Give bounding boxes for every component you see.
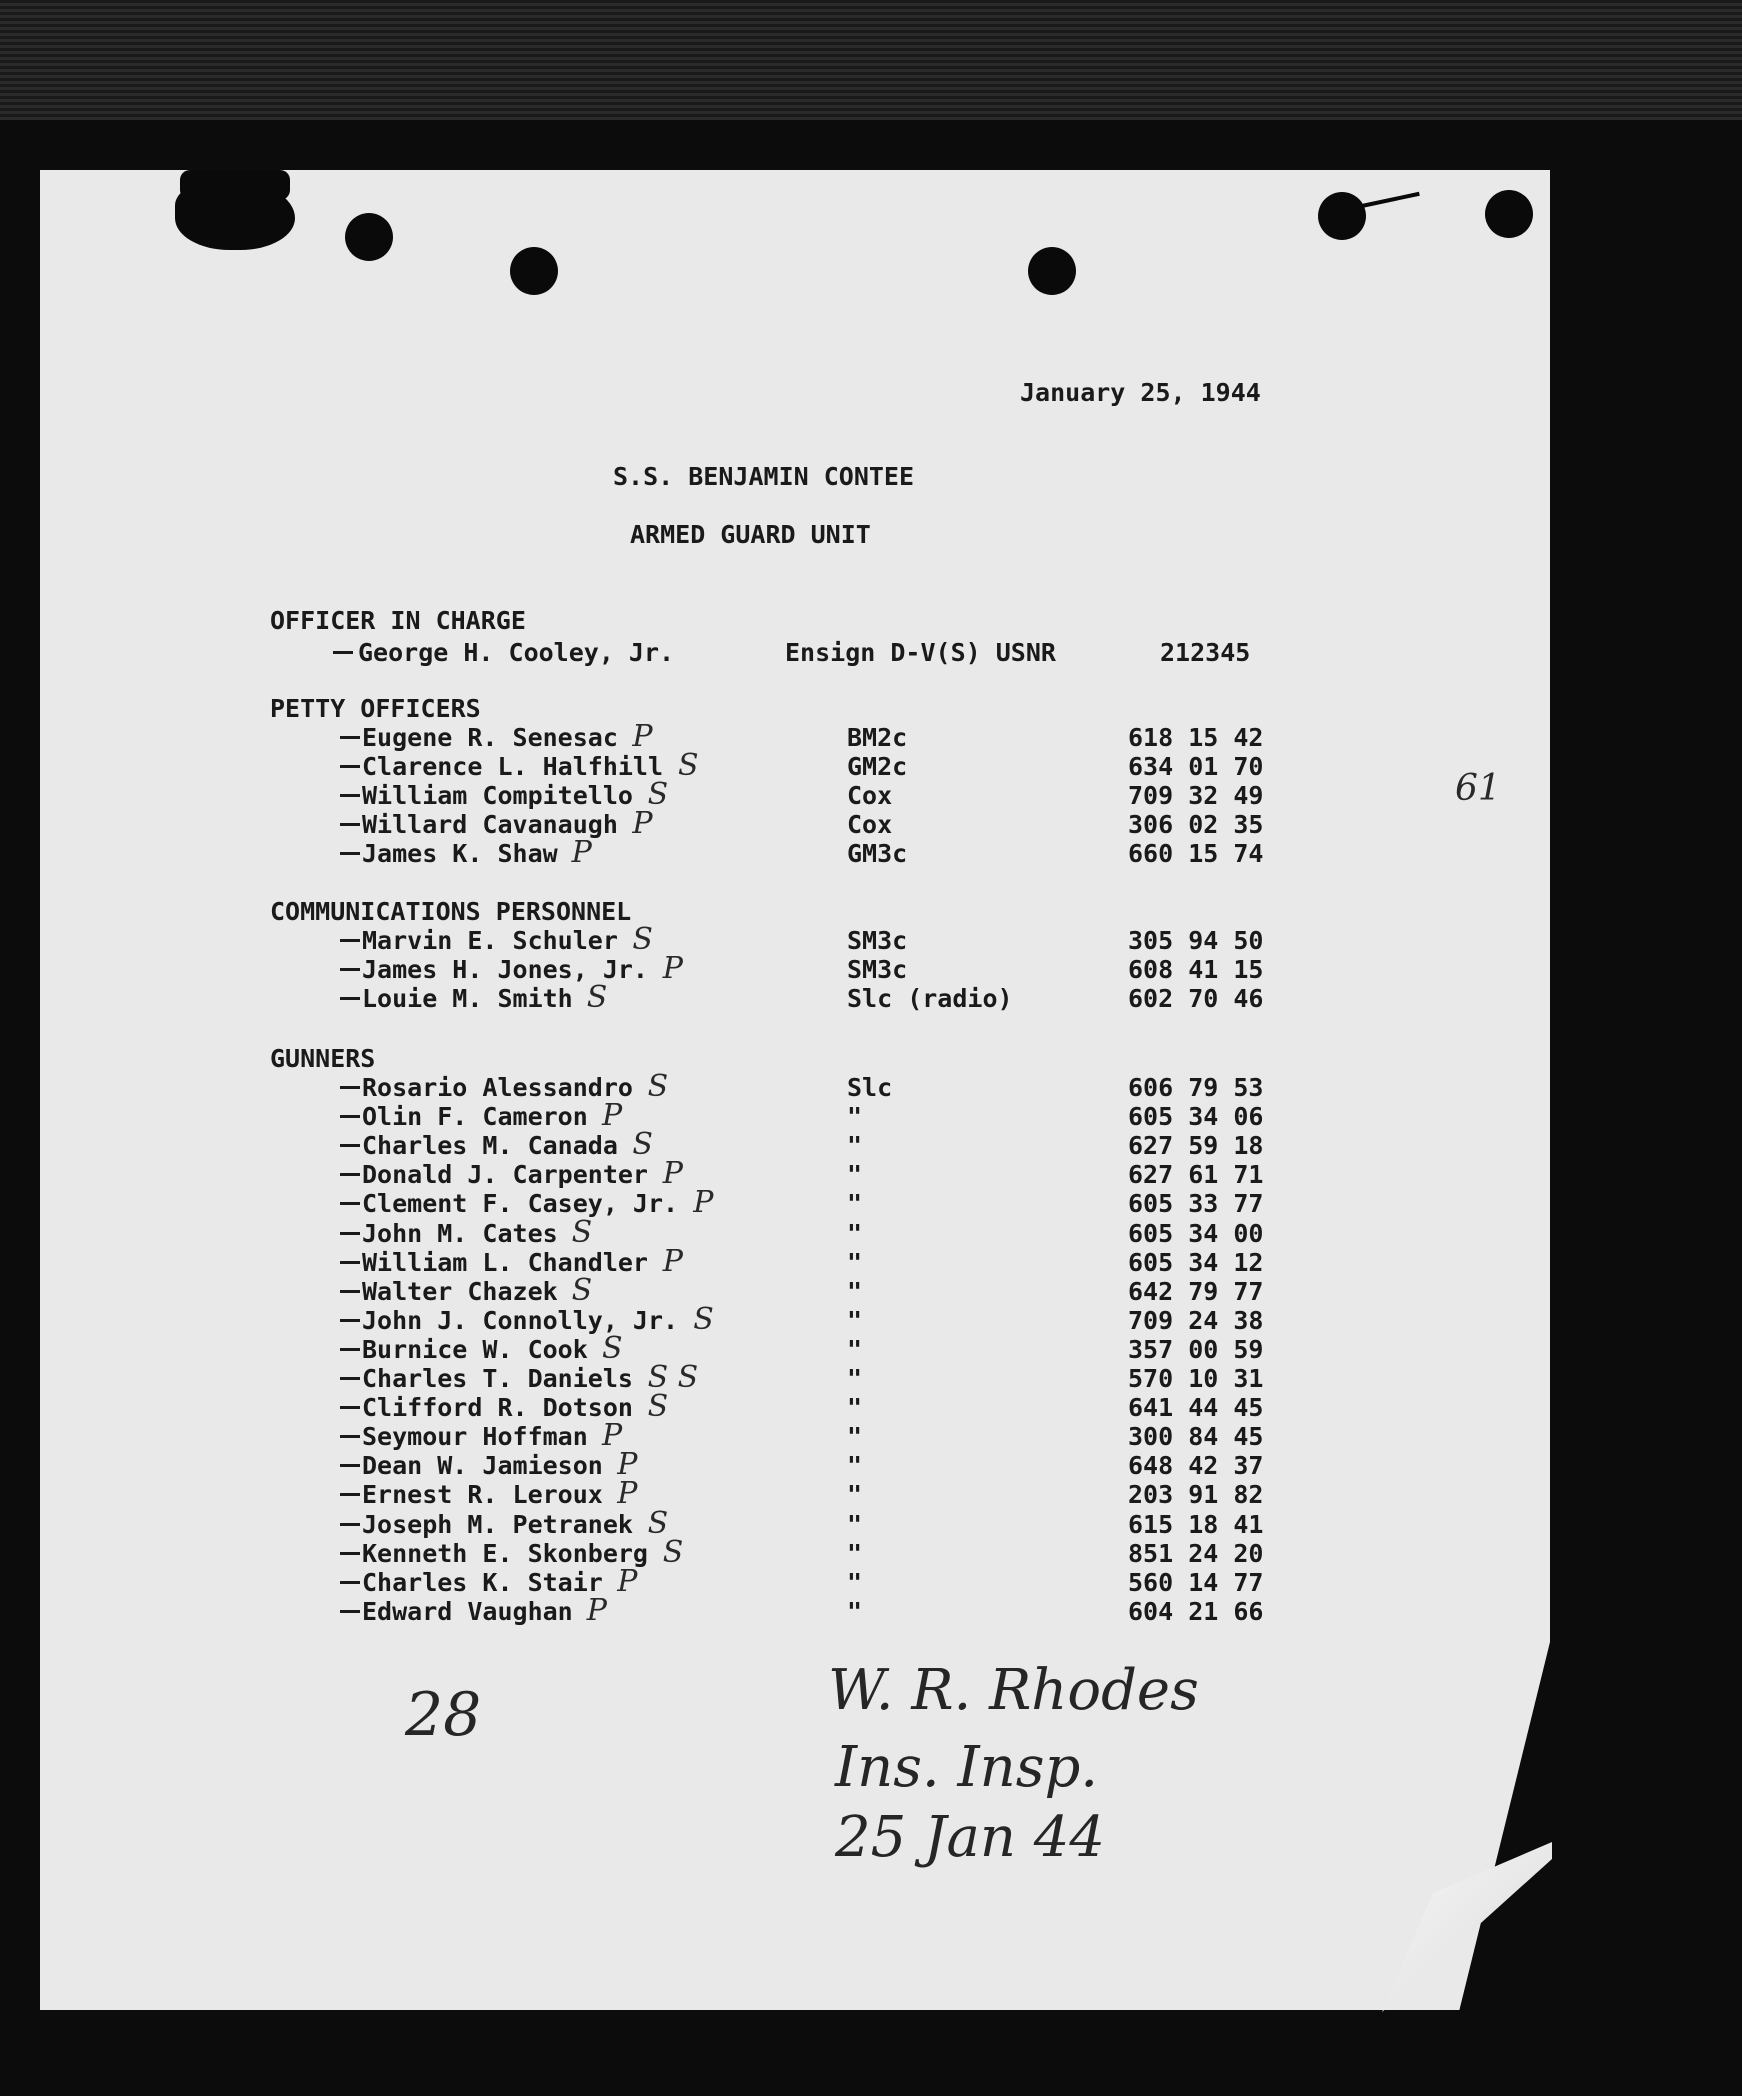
crew-rate: ": [847, 1218, 863, 1248]
punch-hole: [510, 247, 558, 295]
section-heading: GUNNERS: [270, 1044, 376, 1073]
service-number: 560 14 77: [1128, 1567, 1264, 1597]
crew-name: John M. Cates: [362, 1218, 558, 1248]
check-tick: [340, 823, 360, 826]
document-date: January 25, 1944: [1020, 378, 1261, 407]
handwritten-mark: S: [693, 1301, 714, 1337]
crew-name: Clarence L. Halfhill: [362, 752, 664, 782]
crew-name: Charles K. Stair: [362, 1567, 603, 1597]
crew-name: William L. Chandler: [362, 1247, 648, 1277]
crew-rate: ": [847, 1393, 863, 1423]
crew-name: Eugene R. Senesac: [362, 723, 618, 752]
service-number: 605 33 77: [1128, 1189, 1264, 1219]
handwritten-mark: P: [571, 835, 592, 871]
page-number: 61: [1455, 768, 1501, 809]
handwritten-mark: P: [662, 951, 683, 987]
punch-hole: [1028, 247, 1076, 295]
service-number: 203 91 82: [1128, 1480, 1264, 1510]
crew-rate: BM2c: [847, 723, 908, 752]
handwritten-mark: S: [602, 1330, 623, 1366]
service-number: 608 41 15: [1128, 955, 1264, 985]
service-number: 627 61 71: [1128, 1160, 1264, 1190]
handwritten-mark: S: [647, 1505, 669, 1541]
crew-name: Dean W. Jamieson: [362, 1451, 603, 1481]
crew-rate: Ensign D-V(S) USNR: [785, 638, 1056, 667]
check-tick: [340, 1232, 360, 1235]
crew-rate: ": [847, 1276, 863, 1306]
crew-rate: ": [847, 1131, 863, 1161]
crew-name: William Compitello: [362, 781, 633, 811]
check-tick: [340, 1290, 360, 1293]
handwritten-mark: P: [617, 1476, 638, 1512]
service-number: 357 00 59: [1128, 1334, 1264, 1364]
check-tick: [340, 1348, 360, 1351]
crew-name: George H. Cooley, Jr.: [358, 638, 675, 667]
check-tick: [340, 1435, 360, 1438]
handwritten-mark: S: [647, 1069, 669, 1104]
crew-name: Ernest R. Leroux: [362, 1480, 603, 1510]
crew-name: Burnice W. Cook: [362, 1334, 588, 1364]
handwritten-mark: S: [662, 1534, 684, 1570]
service-number: 604 21 66: [1128, 1596, 1264, 1626]
service-number: 605 34 06: [1128, 1102, 1264, 1132]
check-tick: [340, 765, 360, 768]
section-heading: OFFICER IN CHARGE: [270, 606, 526, 635]
crew-rate: ": [847, 1596, 863, 1626]
scanner-edge: [0, 0, 1742, 120]
handwritten-mark: S: [678, 748, 699, 784]
service-number: 212345: [1160, 638, 1251, 667]
punch-hole: [1485, 190, 1533, 238]
ship-name: S.S. BENJAMIN CONTEE: [613, 462, 915, 491]
crew-rate: ": [847, 1189, 863, 1219]
check-tick: [340, 1115, 360, 1118]
check-tick: [340, 997, 360, 1000]
crew-rate: ": [847, 1364, 863, 1393]
crew-name: Louie M. Smith: [362, 984, 573, 1014]
crew-rate: ": [847, 1451, 863, 1481]
crew-name: Clifford R. Dotson: [362, 1393, 633, 1423]
handwritten-mark: P: [602, 1418, 623, 1454]
crew-rate: ": [847, 1160, 863, 1190]
service-number: 648 42 37: [1128, 1451, 1264, 1481]
check-tick: [340, 1377, 360, 1380]
crew-name: Edward Vaughan: [362, 1596, 573, 1626]
check-tick: [333, 651, 353, 654]
crew-name: Charles M. Canada: [362, 1131, 618, 1161]
handwritten-mark: P: [632, 719, 653, 754]
crew-name: Willard Cavanaugh: [362, 810, 618, 840]
handwritten-mark: P: [693, 1185, 714, 1221]
crew-rate: Cox: [847, 810, 893, 840]
handwritten-mark: S: [632, 1127, 653, 1163]
crew-rate: SM3c: [847, 926, 908, 955]
handwritten-mark: S: [647, 777, 669, 813]
check-tick: [340, 1464, 360, 1467]
service-number: 300 84 45: [1128, 1422, 1264, 1452]
crew-name: James H. Jones, Jr.: [362, 955, 648, 985]
crew-rate: GM3c: [847, 839, 908, 869]
check-tick: [340, 852, 360, 855]
service-number: 618 15 42: [1128, 723, 1264, 752]
crew-rate: ": [847, 1567, 863, 1597]
service-number: 660 15 74: [1128, 839, 1264, 869]
crew-rate: ": [847, 1538, 863, 1568]
handwritten-mark: S: [632, 922, 653, 957]
check-tick: [340, 736, 360, 739]
check-tick: [340, 1610, 360, 1613]
crew-rate: Cox: [847, 781, 893, 811]
service-number: 851 24 20: [1128, 1538, 1264, 1568]
handwritten-mark: S: [647, 1389, 669, 1425]
crew-rate: ": [847, 1480, 863, 1510]
check-tick: [340, 1319, 360, 1322]
punch-hole: [1318, 192, 1366, 240]
signature-name: W. R. Rhodes: [828, 1658, 1199, 1723]
handwritten-mark: P: [662, 1243, 683, 1279]
crew-rate: ": [847, 1305, 863, 1335]
crew-rate: ": [847, 1247, 863, 1277]
crew-name: Joseph M. Petranek: [362, 1509, 633, 1539]
service-number: 642 79 77: [1128, 1276, 1264, 1306]
service-number: 634 01 70: [1128, 752, 1264, 782]
service-number: 627 59 18: [1128, 1131, 1264, 1161]
check-tick: [340, 1406, 360, 1409]
handwritten-mark: P: [632, 806, 653, 842]
check-tick: [340, 1552, 360, 1555]
check-tick: [340, 1202, 360, 1205]
handwritten-mark: P: [586, 1592, 607, 1628]
crew-name: Kenneth E. Skonberg: [362, 1538, 648, 1568]
check-tick: [340, 1086, 360, 1089]
handwritten-mark: S: [586, 980, 608, 1016]
crew-name: Clement F. Casey, Jr.: [362, 1189, 679, 1219]
handwritten-mark: S: [571, 1214, 593, 1250]
crew-rate: SM3c: [847, 955, 908, 985]
service-number: 305 94 50: [1128, 926, 1264, 955]
crew-rate: ": [847, 1334, 863, 1364]
service-number: 605 34 00: [1128, 1218, 1264, 1248]
check-tick: [340, 1144, 360, 1147]
punch-hole: [345, 213, 393, 261]
service-number: 602 70 46: [1128, 984, 1264, 1014]
crew-name: Donald J. Carpenter: [362, 1160, 648, 1190]
check-tick: [340, 939, 360, 942]
crew-rate: ": [847, 1422, 863, 1452]
handwritten-total: 28: [405, 1680, 482, 1750]
handwritten-mark: P: [617, 1447, 638, 1483]
signature-date: 25 Jan 44: [835, 1805, 1106, 1870]
service-number: 641 44 45: [1128, 1393, 1264, 1423]
service-number: 570 10 31: [1128, 1364, 1264, 1393]
crew-name: Seymour Hoffman: [362, 1422, 588, 1452]
crew-name: Rosario Alessandro: [362, 1073, 633, 1102]
crew-name: Olin F. Cameron: [362, 1102, 588, 1132]
crew-rate: GM2c: [847, 752, 908, 782]
crew-name: James K. Shaw: [362, 839, 558, 869]
service-number: 606 79 53: [1128, 1073, 1264, 1102]
handwritten-mark: S: [571, 1272, 593, 1308]
service-number: 605 34 12: [1128, 1247, 1264, 1277]
signature-title: Ins. Insp.: [835, 1735, 1099, 1800]
section-heading: PETTY OFFICERS: [270, 694, 481, 723]
handwritten-mark: S S: [647, 1360, 699, 1395]
ink-blot: [180, 170, 290, 200]
crew-rate: Slc (radio): [847, 984, 1013, 1014]
crew-name: Marvin E. Schuler: [362, 926, 618, 955]
crew-rate: ": [847, 1509, 863, 1539]
service-number: 306 02 35: [1128, 810, 1264, 840]
check-tick: [340, 1173, 360, 1176]
check-tick: [340, 968, 360, 971]
service-number: 615 18 41: [1128, 1509, 1264, 1539]
service-number: 709 24 38: [1128, 1305, 1264, 1335]
document-page: [40, 170, 1550, 2010]
section-heading: COMMUNICATIONS PERSONNEL: [270, 897, 632, 926]
check-tick: [340, 1493, 360, 1496]
crew-name: Charles T. Daniels: [362, 1364, 633, 1393]
check-tick: [340, 1261, 360, 1264]
check-tick: [340, 1523, 360, 1526]
check-tick: [340, 794, 360, 797]
check-tick: [340, 1581, 360, 1584]
handwritten-mark: P: [662, 1156, 683, 1192]
handwritten-mark: P: [602, 1098, 623, 1134]
crew-name: Walter Chazek: [362, 1276, 558, 1306]
crew-rate: Slc: [847, 1073, 893, 1102]
service-number: 709 32 49: [1128, 781, 1264, 811]
unit-title: ARMED GUARD UNIT: [630, 520, 871, 549]
handwritten-mark: P: [617, 1563, 638, 1599]
crew-name: John J. Connolly, Jr.: [362, 1305, 679, 1335]
crew-rate: ": [847, 1102, 863, 1132]
